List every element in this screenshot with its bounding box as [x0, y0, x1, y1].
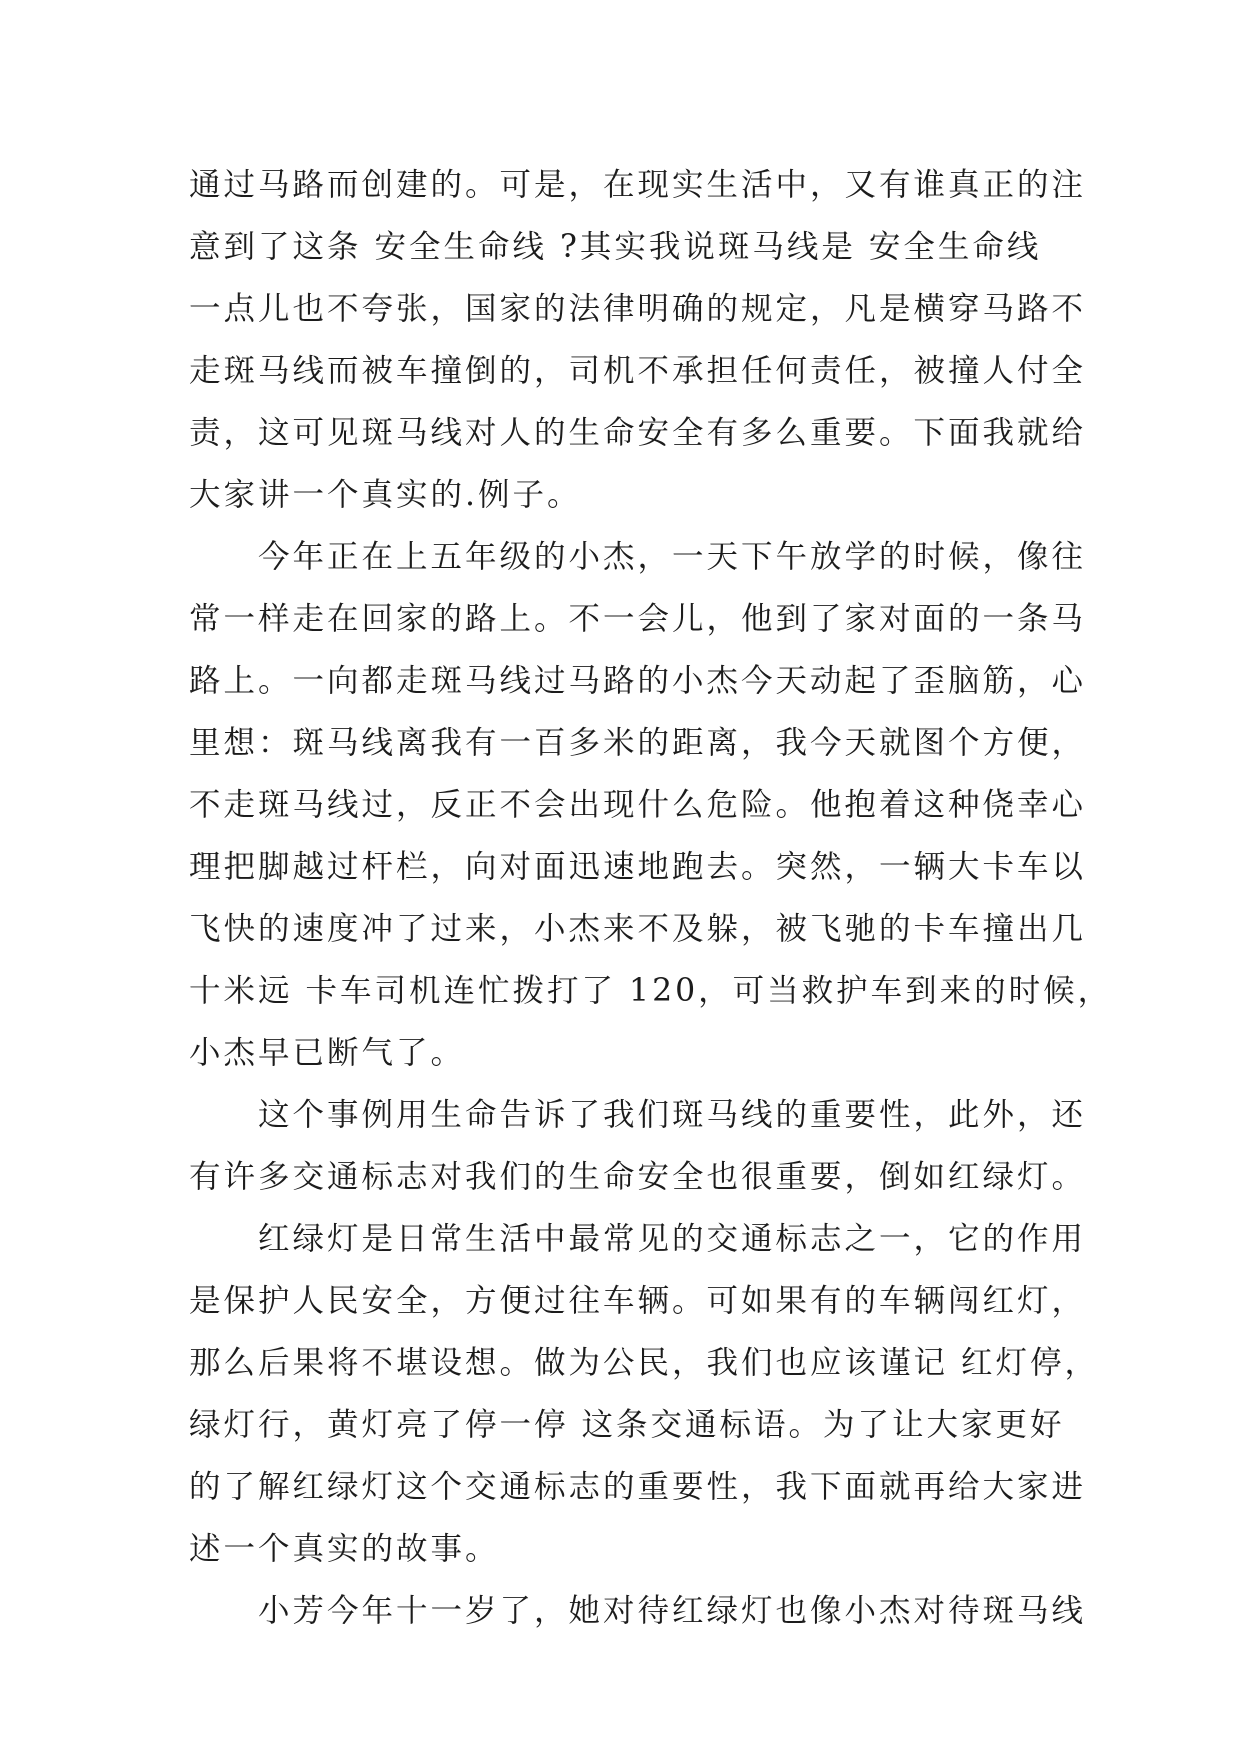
text-line: 通过马路而创建的。可是，在现实生活中，又有谁真正的注 — [189, 167, 1087, 203]
text-line: 是保护人民安全，方便过往车辆。可如果有的车辆闯红灯， — [189, 1283, 1087, 1319]
text-line: 小杰早已断气了。 — [189, 1035, 466, 1071]
text-line: 述一个真实的故事。 — [189, 1531, 500, 1567]
text-line: 路上。一向都走斑马线过马路的小杰今天动起了歪脑筋，心 — [189, 663, 1087, 699]
text-line: 红绿灯是日常生活中最常见的交通标志之一，它的作用 — [189, 1221, 1087, 1257]
text-line: 这个事例用生命告诉了我们斑马线的重要性，此外，还 — [189, 1097, 1087, 1133]
text-line: 绿灯行，黄灯亮了停一停 这条交通标语。为了让大家更好 — [189, 1407, 1065, 1443]
text-line: 一点儿也不夸张，国家的法律明确的规定，凡是横穿马路不 — [189, 291, 1087, 327]
text-line: 的了解红绿灯这个交通标志的重要性，我下面就再给大家进 — [189, 1469, 1087, 1505]
text-line: 常一样走在回家的路上。不一会儿，他到了家对面的一条马 — [189, 601, 1087, 637]
text-line: 有许多交通标志对我们的生命安全也很重要，倒如红绿灯。 — [189, 1159, 1087, 1195]
text-line: 飞快的速度冲了过来，小杰来不及躲，被飞驰的卡车撞出几 — [189, 911, 1087, 947]
text-line: 走斑马线而被车撞倒的，司机不承担任何责任，被撞人付全 — [189, 353, 1087, 389]
text-line: 责，这可见斑马线对人的生命安全有多么重要。下面我就给 — [189, 415, 1087, 451]
text-line: 意到了这条 安全生命线 ?其实我说斑马线是 安全生命线 — [189, 229, 1042, 265]
text-line: 理把脚越过杆栏，向对面迅速地跑去。突然，一辆大卡车以 — [189, 849, 1087, 885]
body-text — [189, 154, 1113, 1642]
text-line: 里想：斑马线离我有一百多米的距离，我今天就图个方便， — [189, 725, 1087, 761]
text-line: 大家讲一个真实的.例子。 — [189, 477, 582, 513]
text-line: 十米远 卡车司机连忙拨打了 120，可当救护车到来的时候， — [189, 973, 1113, 1009]
text-line: 今年正在上五年级的小杰，一天下午放学的时候，像往 — [189, 539, 1087, 575]
text-line: 不走斑马线过，反正不会出现什么危险。他抱着这种侥幸心 — [189, 787, 1087, 823]
text-line: 小芳今年十一岁了，她对待红绿灯也像小杰对待斑马线 — [189, 1593, 1087, 1629]
text-line: 那么后果将不堪设想。做为公民，我们也应该谨记 红灯停， — [189, 1345, 1100, 1381]
